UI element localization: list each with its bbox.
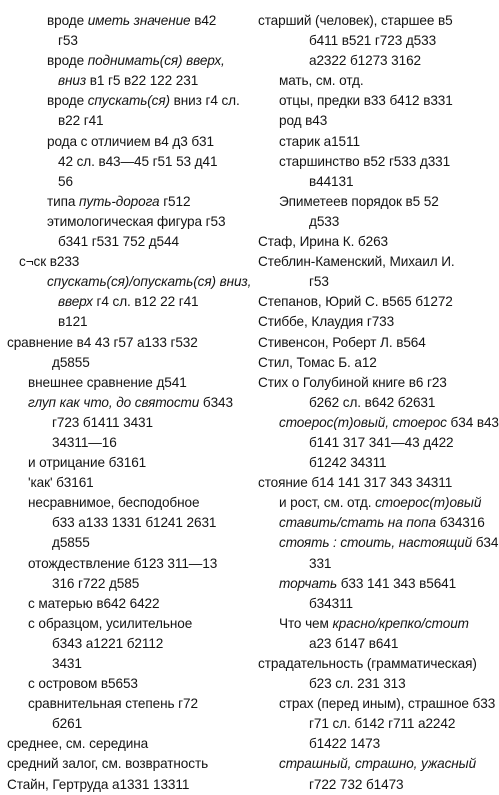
entry-text: страх (перед иным), страшное б33 bbox=[279, 696, 496, 712]
entry-text: б1242 34311 bbox=[309, 455, 387, 471]
index-line bbox=[7, 594, 245, 614]
entry-text: отцы, предки в33 б412 в331 bbox=[279, 93, 453, 109]
entry-text: а23 б147 в641 bbox=[309, 635, 399, 651]
index-line bbox=[7, 453, 245, 473]
index-line bbox=[7, 232, 245, 252]
index-line bbox=[258, 373, 482, 393]
index-line bbox=[258, 292, 482, 312]
entry-text: в22 г41 bbox=[58, 113, 104, 129]
entry-text: Эпиметеев порядок в5 52 bbox=[279, 193, 439, 209]
entry-text: Что чем bbox=[279, 615, 333, 631]
entry-text: б34316 bbox=[436, 515, 485, 531]
index-line bbox=[258, 353, 482, 373]
entry-text: б141 317 341—43 д422 bbox=[309, 434, 454, 450]
index-line bbox=[258, 493, 482, 513]
entry-text: с¬ск в233 bbox=[19, 254, 80, 270]
entry-text: б411 в521 г723 д533 bbox=[309, 33, 437, 49]
index-line bbox=[258, 614, 482, 634]
index-line bbox=[258, 111, 482, 131]
index-line bbox=[7, 272, 252, 292]
entry-text: в1 г5 в22 122 231 bbox=[86, 73, 199, 89]
index-line bbox=[258, 754, 482, 774]
right-column bbox=[258, 11, 499, 795]
index-line bbox=[7, 714, 245, 734]
entry-text: род в43 bbox=[279, 113, 328, 129]
entry-text: б261 bbox=[52, 716, 83, 732]
entry-text: в42 bbox=[190, 13, 217, 28]
index-line bbox=[258, 714, 482, 734]
entry-text: средний залог, см. возвратность bbox=[7, 756, 209, 772]
index-line bbox=[7, 654, 245, 674]
index-line bbox=[258, 453, 482, 473]
entry-text: б33 141 343 в5641 bbox=[337, 575, 457, 591]
index-line bbox=[7, 674, 245, 694]
italic-term: вверх bbox=[58, 294, 93, 310]
entry-text: в121 bbox=[58, 314, 88, 330]
entry-text: рода с отличием в4 д3 б31 bbox=[47, 133, 214, 149]
index-line bbox=[7, 353, 245, 373]
index-line bbox=[258, 333, 482, 353]
index-line bbox=[7, 614, 245, 634]
entry-text: с островом в5653 bbox=[28, 676, 138, 692]
index-line bbox=[7, 91, 245, 111]
entry-text: в44131 bbox=[309, 173, 354, 189]
entry-text: д5855 bbox=[52, 535, 90, 551]
entry-text: б34 в43 bbox=[446, 414, 499, 430]
index-line bbox=[7, 473, 245, 493]
index-line bbox=[258, 272, 482, 292]
index-line bbox=[258, 734, 482, 754]
index-line bbox=[258, 152, 482, 172]
entry-text: 'как' б3161 bbox=[28, 475, 94, 491]
entry-text: старшинство в52 г533 д331 bbox=[279, 153, 451, 169]
index-line bbox=[258, 172, 482, 192]
entry-text: 34311—16 bbox=[52, 434, 117, 450]
entry-text: вроде bbox=[47, 13, 88, 28]
index-line bbox=[7, 554, 245, 574]
index-line bbox=[258, 232, 482, 252]
entry-text: 42 сл. в43—45 г51 53 д41 bbox=[58, 153, 218, 169]
entry-text: Стайн, Гертруда а1331 13311 bbox=[7, 776, 190, 792]
entry-text: среднее, см. середина bbox=[7, 736, 149, 752]
entry-text: г722 732 б1473 bbox=[309, 776, 404, 792]
left-column bbox=[7, 11, 252, 795]
index-line bbox=[258, 533, 499, 553]
italic-term: спускать(ся)/опускать(ся) вниз, bbox=[47, 274, 252, 290]
index-line bbox=[258, 594, 482, 614]
index-line bbox=[258, 312, 482, 332]
italic-term: стоять : стоить, настоящий bbox=[279, 535, 473, 551]
entry-text: отождествление б123 311—13 bbox=[28, 555, 218, 571]
entry-text: старик а1511 bbox=[279, 133, 360, 149]
index-line bbox=[258, 775, 482, 795]
index-line bbox=[7, 51, 245, 71]
italic-term: ставить/стать на попа bbox=[279, 515, 437, 531]
index-line bbox=[7, 533, 245, 553]
entry-text: б343 а1221 б2112 bbox=[52, 635, 164, 651]
index-line bbox=[258, 674, 482, 694]
index-line bbox=[258, 433, 482, 453]
entry-text: мать, см. отд. bbox=[279, 73, 364, 89]
italic-term: стоерос(т)овый, стоерос bbox=[279, 414, 447, 430]
entry-text: с образцом, усилительное bbox=[28, 615, 193, 631]
index-line bbox=[7, 694, 245, 714]
index-line bbox=[258, 192, 482, 212]
index-line bbox=[258, 393, 482, 413]
entry-text: Стих о Голубиной книге в6 г23 bbox=[258, 374, 447, 390]
entry-text: г53 bbox=[58, 33, 78, 49]
index-line bbox=[258, 473, 482, 493]
entry-text: Стивенсон, Роберт Л. в564 bbox=[258, 334, 426, 350]
entry-text: г723 б1411 3431 bbox=[52, 414, 153, 430]
index-line bbox=[7, 513, 245, 533]
italic-term: страшный, страшно, ужасный bbox=[279, 756, 477, 772]
index-line bbox=[258, 574, 482, 594]
entry-text: вниз г4 сл. bbox=[169, 93, 240, 109]
entry-text: типа bbox=[47, 193, 80, 209]
index-line bbox=[258, 11, 482, 31]
entry-text: г512 bbox=[159, 193, 191, 209]
entry-text: этимологическая фигура г53 bbox=[47, 213, 226, 229]
index-line bbox=[258, 654, 482, 674]
index-line bbox=[7, 172, 245, 192]
entry-text: б23 сл. 231 313 bbox=[309, 676, 406, 692]
entry-text: б1422 1473 bbox=[309, 736, 381, 752]
index-line bbox=[7, 634, 245, 654]
index-line bbox=[258, 252, 482, 272]
entry-text: Стаф, Ирина К. б263 bbox=[258, 234, 388, 250]
entry-text: б343 bbox=[199, 394, 233, 410]
entry-text: г4 сл. в12 22 г41 bbox=[92, 294, 199, 310]
index-line bbox=[7, 493, 245, 513]
italic-term: вниз bbox=[58, 73, 87, 89]
entry-text: сравнительная степень г72 bbox=[28, 696, 198, 712]
entry-text: 3431 bbox=[52, 656, 82, 671]
index-line bbox=[258, 31, 482, 51]
entry-text: стояние б14 141 317 343 34311 bbox=[258, 475, 453, 491]
entry-text: Стеблин-Каменский, Михаил И. bbox=[258, 254, 455, 270]
index-line bbox=[258, 212, 482, 232]
entry-text: г53 bbox=[309, 274, 329, 290]
italic-term: поднимать(ся) вверх, bbox=[87, 53, 225, 69]
entry-text: Стил, Томас Б. а12 bbox=[258, 354, 377, 370]
entry-text: 331 bbox=[309, 555, 332, 571]
index-line bbox=[7, 312, 245, 332]
index-line bbox=[7, 31, 245, 51]
index-line bbox=[258, 71, 482, 91]
entry-text: вроде bbox=[47, 53, 88, 69]
index-line bbox=[7, 71, 245, 91]
entry-text: и рост, см. отд. bbox=[279, 495, 376, 511]
entry-text: Степанов, Юрий С. в565 б1272 bbox=[258, 294, 453, 310]
entry-text: с матерью в642 6422 bbox=[28, 595, 160, 611]
index-line bbox=[258, 513, 485, 533]
entry-text: Стиббе, Клаудия г733 bbox=[258, 314, 395, 330]
entry-text: д5855 bbox=[52, 354, 90, 370]
italic-term: спускать(ся) bbox=[87, 93, 170, 109]
index-line bbox=[7, 292, 245, 312]
entry-text: несравнимое, бесподобное bbox=[28, 495, 200, 511]
index-line bbox=[258, 554, 482, 574]
index-line bbox=[7, 192, 245, 212]
entry-text: 56 bbox=[58, 173, 73, 189]
entry-text: б34311 bbox=[309, 595, 353, 611]
entry-text: д533 bbox=[309, 213, 340, 229]
entry-text: 316 г722 д585 bbox=[52, 575, 140, 591]
entry-text: б33 а133 1331 б1241 2631 bbox=[52, 515, 217, 531]
italic-term: путь-дорога bbox=[79, 193, 160, 209]
index-line bbox=[258, 413, 499, 433]
index-line bbox=[7, 754, 245, 774]
entry-text: г71 сл. б142 г711 а2242 bbox=[309, 716, 456, 732]
index-line bbox=[258, 51, 482, 71]
index-line bbox=[258, 694, 496, 714]
italic-term: иметь значение bbox=[87, 13, 191, 28]
index-line bbox=[7, 373, 245, 393]
index-line bbox=[258, 132, 482, 152]
italic-term: стоерос(т)овый bbox=[375, 495, 482, 511]
index-line bbox=[7, 212, 245, 232]
entry-text: сравнение в4 43 г57 а133 г532 bbox=[7, 334, 198, 350]
index-line bbox=[7, 775, 245, 795]
index-line bbox=[258, 634, 482, 654]
entry-text: б341 г531 752 д544 bbox=[58, 234, 179, 250]
entry-text: внешнее сравнение д541 bbox=[28, 374, 187, 390]
index-line bbox=[7, 252, 245, 272]
index-line bbox=[7, 413, 245, 433]
index-line bbox=[7, 433, 245, 453]
entry-text: б262 сл. в642 б2631 bbox=[309, 394, 436, 410]
index-line bbox=[7, 11, 245, 31]
entry-text: старший (человек), старшее в5 bbox=[258, 13, 453, 28]
entry-text: страдательность (грамматическая) bbox=[258, 656, 477, 671]
entry-text: а2322 б1273 3162 bbox=[309, 53, 422, 69]
index-line bbox=[258, 91, 482, 111]
index-line bbox=[7, 111, 245, 131]
index-line bbox=[7, 734, 245, 754]
entry-text: б34 bbox=[472, 535, 499, 551]
index-line bbox=[7, 132, 245, 152]
entry-text: и отрицание б3161 bbox=[28, 455, 147, 471]
entry-text: вроде bbox=[47, 93, 88, 109]
index-line bbox=[7, 393, 245, 413]
index-line bbox=[7, 333, 245, 353]
index-line bbox=[7, 574, 245, 594]
italic-term: торчать bbox=[279, 575, 338, 591]
italic-term: глуп как что, до святости bbox=[28, 394, 200, 410]
italic-term: красно/крепко/стоит bbox=[332, 615, 469, 631]
index-line bbox=[7, 152, 245, 172]
